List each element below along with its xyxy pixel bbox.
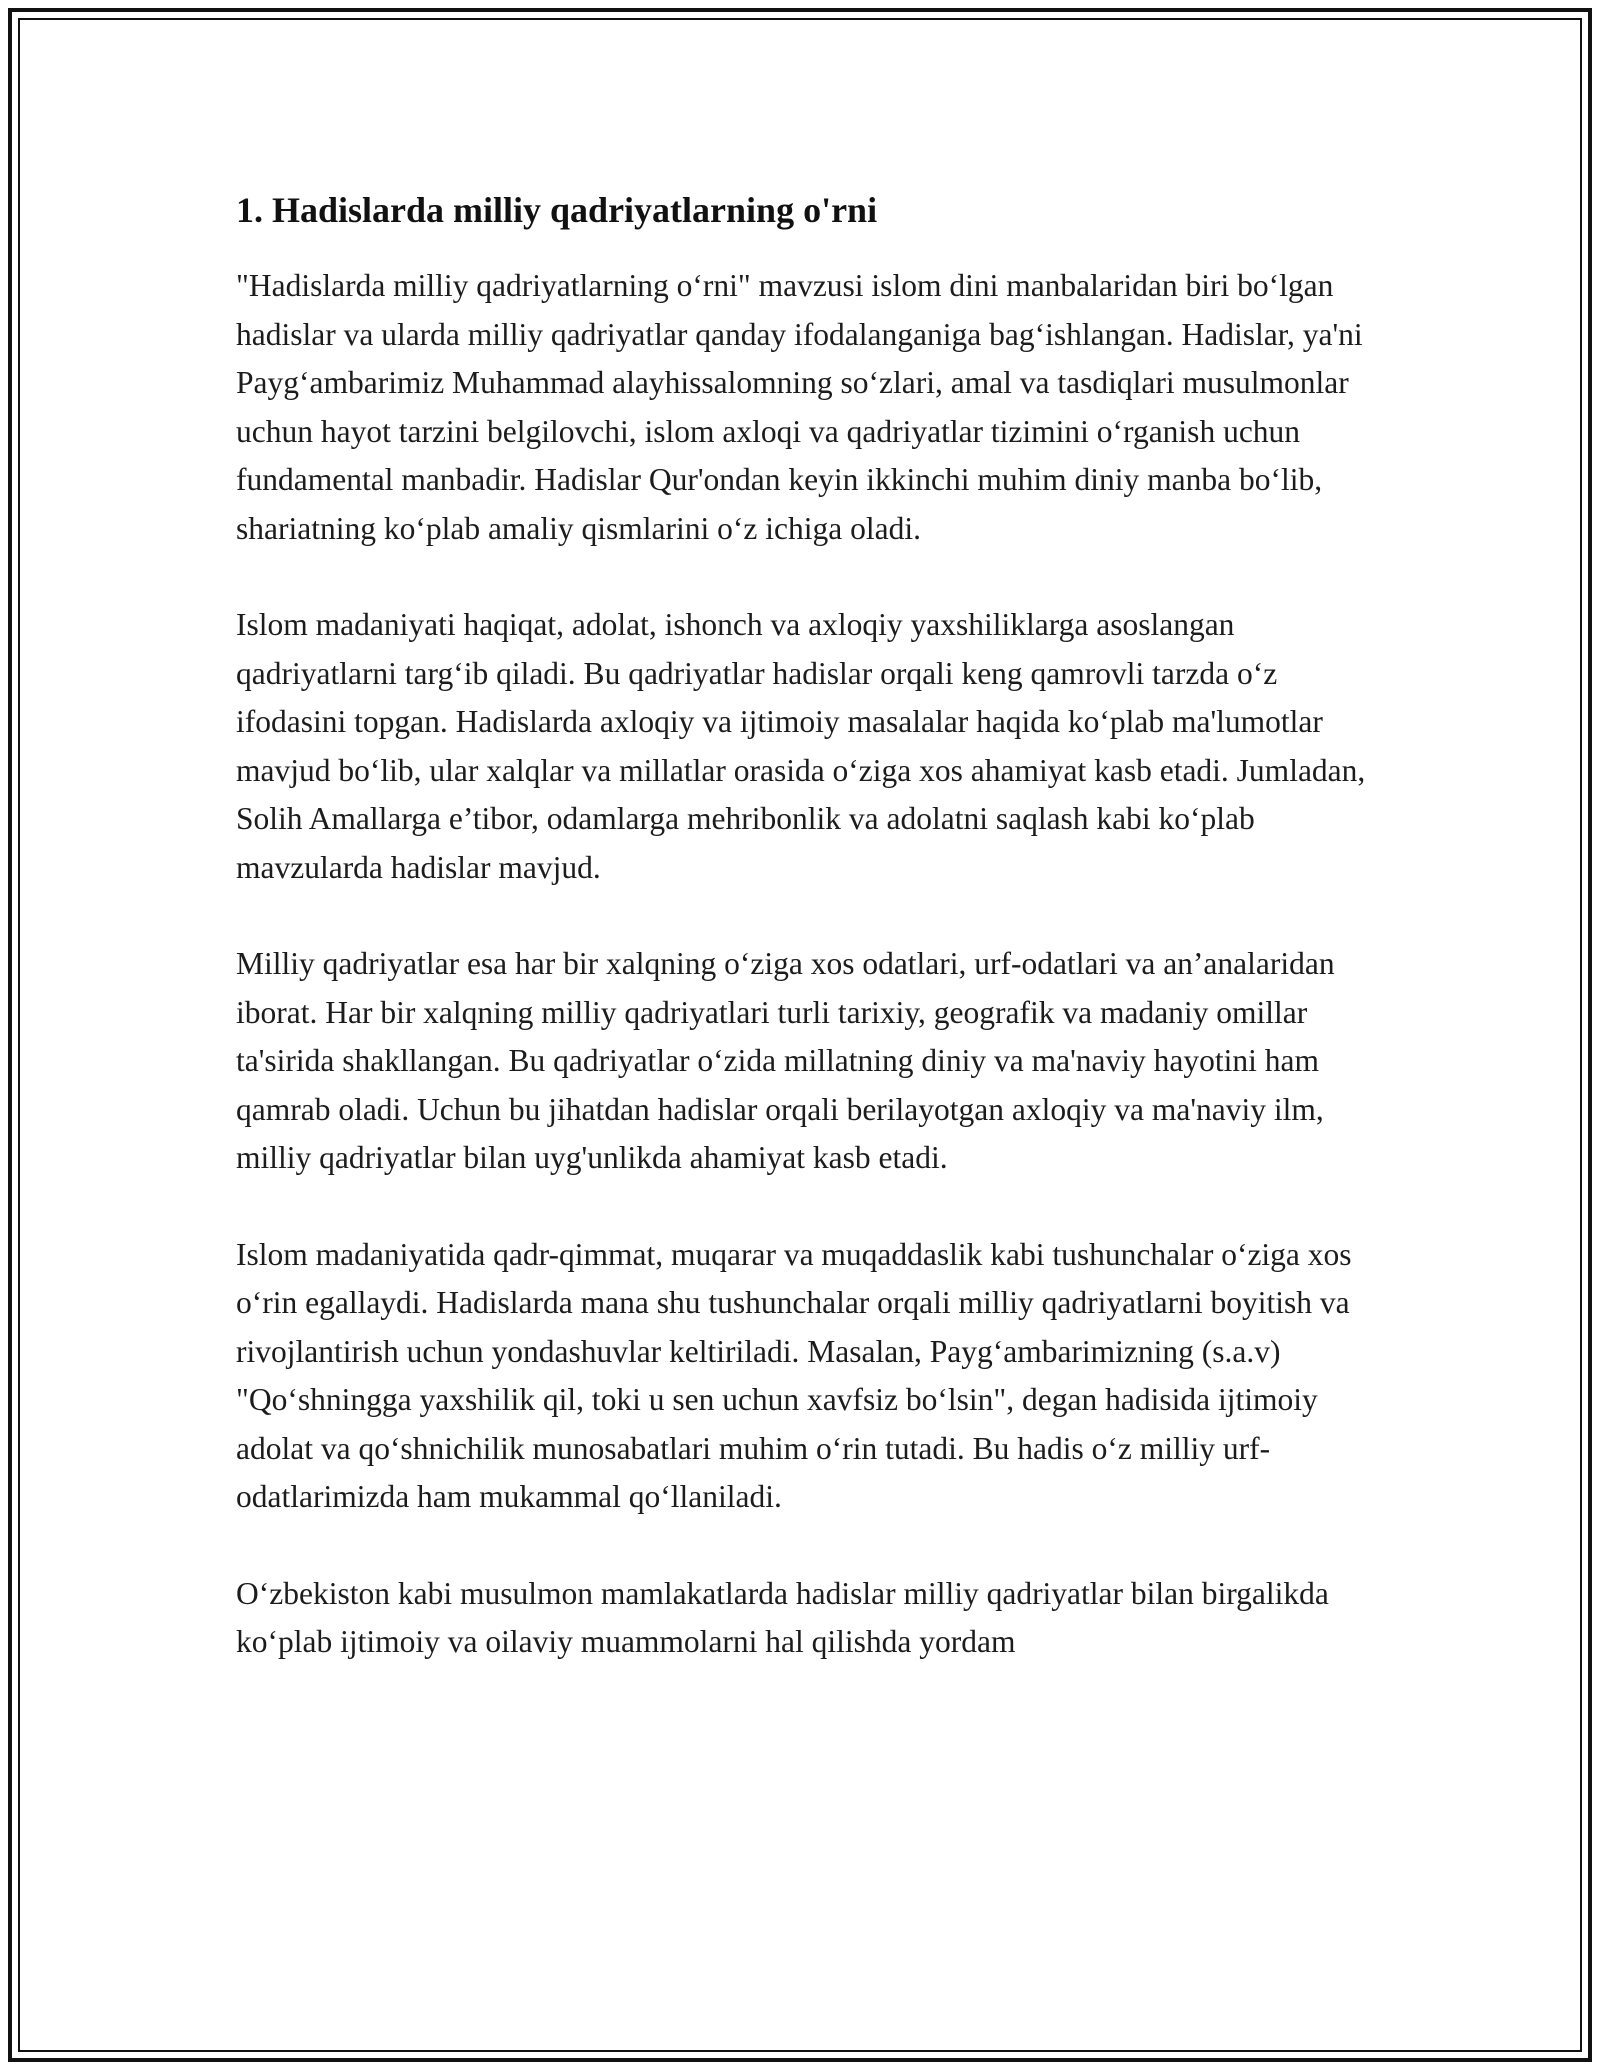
paragraph-4: Islom madaniyatida qadr-qimmat, muqarar va muqaddaslik kabi tushunchalar o‘ziga xos o‘rin egallaydi. Hadislarda mana shu tushunchalar orqali milliy qadriyatlarni boyitish va rivojlantirish uchun yondashuvlar keltiriladi. Masalan, Payg‘ambarimizning (s.a.v) "Qo‘shningga yaxshilik qil, toki u sen uchun xavfsiz bo‘lsin", degan hadisida ijtimoiy adolat va qo‘shnichilik munosabatlari muhim o‘rin tutadi. Bu hadis o‘z milliy urf-odatlarimizda ham mukammal qo‘llaniladi. [236,1236,1352,1514]
document-body [236,188,1366,1715]
paragraph-1: "Hadislarda milliy qadriyatlarning o‘rni" mavzusi islom dini manbalaridan biri bo‘lgan hadislar va ularda milliy qadriyatlar qanday ifodalanganiga bag‘ishlangan. Hadislar, ya'ni Payg‘ambarimiz Muhammad alayhissalomning so‘zlari, amal va tasdiqlari musulmonlar uchun hayot tarzini belgilovchi, islom axloqi va qadriyatlar tizimini o‘rganish uchun fundamental manbadir. Hadislar Qur'ondan keyin ikkinchi muhim diniy manba bo‘lib, shariatning ko‘plab amaliy qismlarini o‘z ichiga oladi. [236,268,1363,546]
paragraph-2: Islom madaniyati haqiqat, adolat, ishonch va axloqiy yaxshiliklarga asoslangan qadriyatlarni targ‘ib qiladi. Bu qadriyatlar hadislar orqali keng qamrovli tarzda o‘z ifodasini topgan. Hadislarda axloqiy va ijtimoiy masalalar haqida ko‘plab ma'lumotlar mavjud bo‘lib, ular xalqlar va millatlar orasida o‘ziga xos ahamiyat kasb etadi. Jumladan, Solih Amallarga e’tibor, odamlarga mehribonlik va adolatni saqlash kabi ko‘plab mavzularda hadislar mavjud. [236,607,1366,885]
paragraph-3: Milliy qadriyatlar esa har bir xalqning o‘ziga xos odatlari, urf-odatlari va an’analaridan iborat. Har bir xalqning milliy qadriyatlari turli tarixiy, geografik va madaniy omillar ta'sirida shakllangan. Bu qadriyatlar o‘zida millatning diniy va ma'naviy hayotini ham qamrab oladi. Uchun bu jihatdan hadislar orqali berilayotgan axloqiy va ma'naviy ilm, milliy qadriyatlar bilan uyg'unlikda ahamiyat kasb etadi. [236,946,1335,1175]
paragraph-5: O‘zbekiston kabi musulmon mamlakatlarda hadislar milliy qadriyatlar bilan birgalikda ko‘plab ijtimoiy va oilaviy muammolarni hal qilishda yordam [236,1575,1329,1659]
section-heading: 1. Hadislarda milliy qadriyatlarning o'rni [236,190,878,230]
